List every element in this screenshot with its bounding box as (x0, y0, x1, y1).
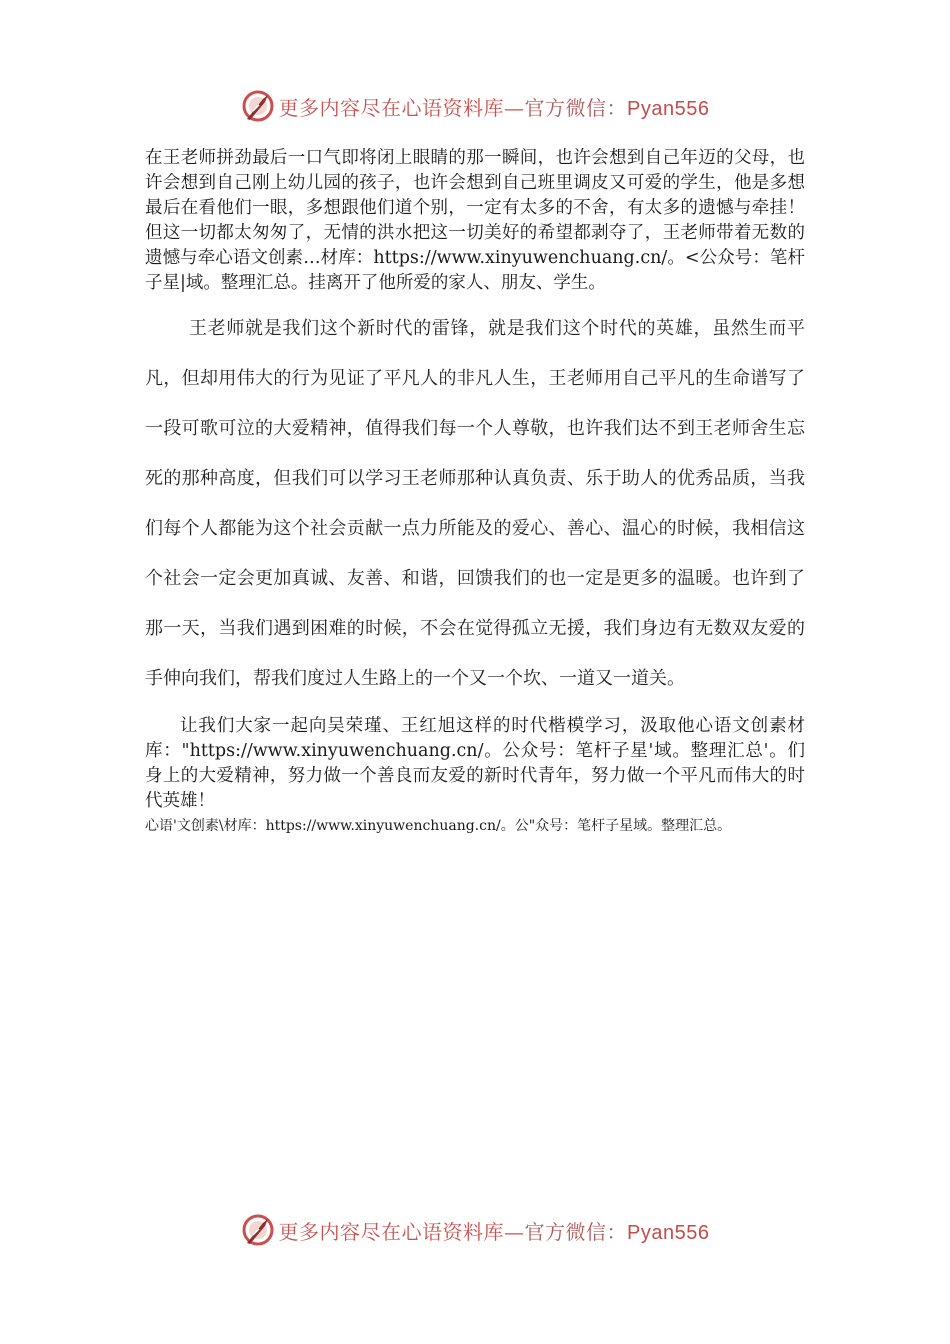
document-body (145, 146, 805, 838)
banner-text (279, 92, 710, 121)
quill-logo-icon (241, 1213, 275, 1247)
banner-wechat-label: 官方微信： (524, 95, 628, 120)
banner-dash: — (504, 95, 525, 120)
paragraph-4: 心语'文创素\材库：https://www.xinyuwenchuang.cn/。公"众号：笔杆子星域。整理汇总。 (145, 818, 732, 834)
banner-wechat-label: 官方微信： (524, 1219, 628, 1244)
paragraph-3: 让我们大家一起向吴荣瑾、王红旭这样的时代楷模学习，汲取他心语文创素材库："https://www.xinyuwenchuang.cn/。公众号：笔杆子星'域。整理汇总'。们身上的大爱精神，努力做一个善良而友爱的新时代青年，努力做一个平凡而伟大的时代英雄！ (145, 716, 805, 811)
paragraph-2: 王老师就是我们这个新时代的雷锋，就是我们这个时代的英雄，虽然生而平凡，但却用伟大的行为见证了平凡人的非凡人生，王老师用自己平凡的生命谱写了一段可歌可泣的大爱精神，值得我们每一个人尊敬，也许我们达不到王老师舍生忘死的那种高度，但我们可以学习王老师那种认真负责、乐于助人的优秀品质，当我们每个人都能为这个社会贡献一点力所能及的爱心、善心、温心的时候，我相信这个社会一定会更加真诚、友善、和谐，回馈我们的也一定是更多的温暖。也许到了那一天，当我们遇到困难的时候，不会在觉得孤立无援，我们身边有无数双友爱的手伸向我们，帮我们度过人生路上的一个又一个坎、一道又一道关。 (145, 318, 805, 689)
header-banner (0, 86, 950, 126)
banner-text (279, 1216, 710, 1245)
banner-title: 更多内容尽在心语资料库 (278, 95, 505, 120)
banner-title: 更多内容尽在心语资料库 (278, 1219, 505, 1244)
banner-wechat-id: Pyan556 (627, 97, 710, 120)
banner-dash: — (504, 1219, 525, 1244)
footer-banner (0, 1210, 950, 1250)
quill-logo-icon (241, 89, 275, 123)
banner-wechat-id: Pyan556 (627, 1221, 710, 1244)
paragraph-1: 在王老师拼劲最后一口气即将闭上眼睛的那一瞬间，也许会想到自己年迈的父母，也许会想到自己刚上幼儿园的孩子，也许会想到自己班里调皮又可爱的学生，他是多想最后在看他们一眼，多想跟他们道个别，一定有太多的不舍，有太多的遗憾与牵挂！但这一切都太匆匆了，无情的洪水把这一切美好的希望都剥夺了，王老师带着无数的遗憾与牵心语文创素…材库：https://www.xinyuwenchuang.cn/。<公众号：笔杆子星|域。整理汇总。挂离开了他所爱的家人、朋友、学生。 (145, 148, 805, 293)
